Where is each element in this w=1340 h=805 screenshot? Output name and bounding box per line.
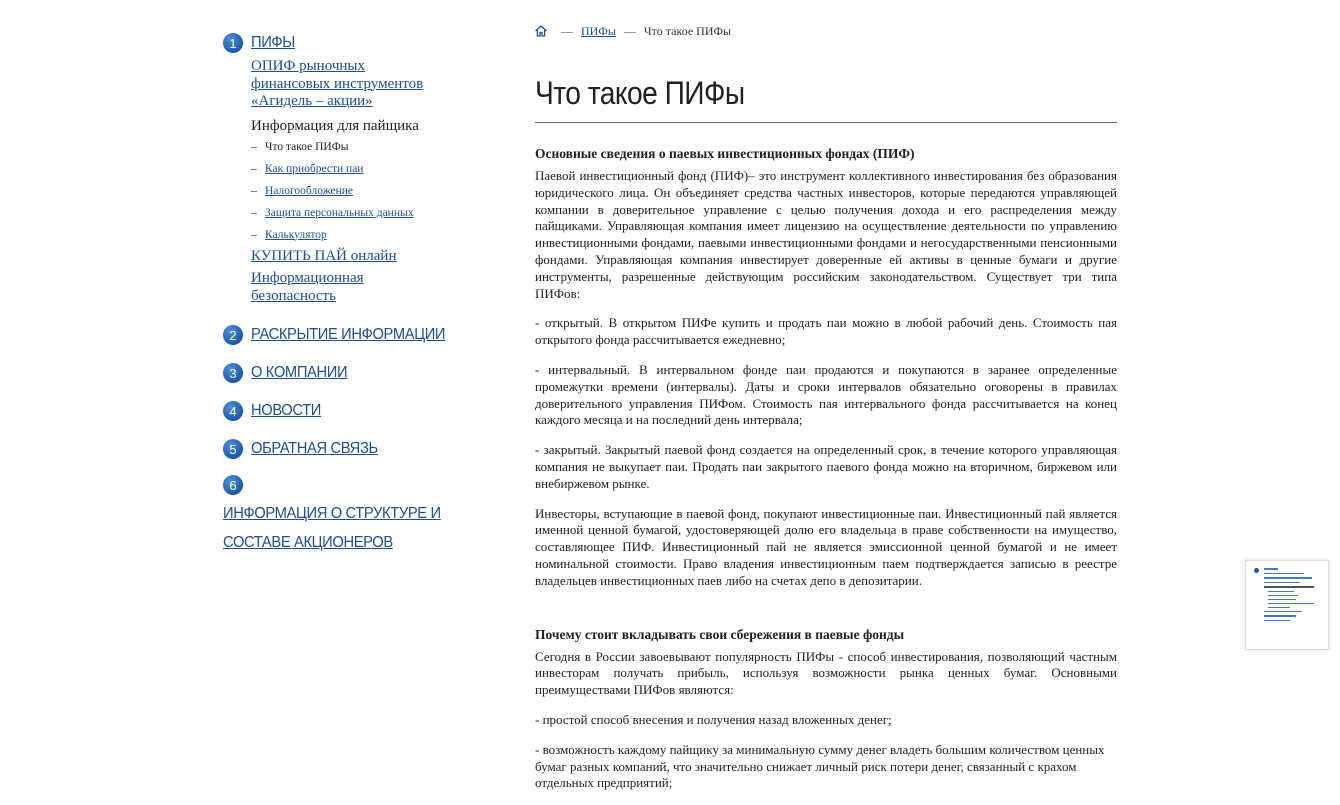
sidebar-link-shareholders[interactable]: ИНФОРМАЦИЯ О СТРУКТУРЕ И — [223, 505, 441, 522]
sidebar-link-shareholders-cont[interactable]: СОСТАВЕ АКЦИОНЕРОВ — [223, 534, 393, 551]
sidebar-section-5 — [223, 438, 463, 460]
sidebar-item-taxation: – Налогообложение — [251, 184, 354, 197]
investor-info-heading: Информация для пайщика — [251, 117, 419, 134]
paragraph-advantage-2: - возможность каждому пайщику за минимальную сумму денег владеть большим количеством ценных бумаг разных компаний, что значительно снижает личный риск потери денег, связанный с крахом отдельных предприятий; — [535, 741, 1105, 791]
sidebar-link-about[interactable]: О КОМПАНИИ — [251, 364, 348, 381]
title-divider — [535, 122, 1117, 123]
breadcrumb-separator: — — [623, 24, 636, 38]
section-heading-why-invest: Почему стоит вкладывать свои сбережения в паевые фонды — [535, 626, 905, 642]
sidebar-item-label-current: Что такое ПИФы — [265, 140, 349, 153]
paragraph-type-closed: - закрытый. Закрытый паевой фонд создается на определенный срок, в течение которого управляющая компания не выкупает паи. Продать паи закрытого паевого фонда можно на вторичном, биржевом или внебиржевом рынке. — [535, 442, 1117, 491]
paragraph-type-interval: - интервальный. В интервальном фонде паи продаются и покупаются в заранее определенные промежутки времени (интервалы). Даты и сроки интервалов обязательно оговорены в правилах доверительного управления ПИФом. Стоимость пая интервального фонда рассчитывается на конец каждого месяца и на последний день интервала; — [535, 361, 1117, 428]
section-number-badge: 2 — [223, 325, 243, 345]
section-number-badge: 6 — [223, 475, 243, 495]
section-number-badge: 5 — [223, 439, 243, 459]
sidebar-item-calculator: – Калькулятор — [251, 228, 327, 241]
sidebar-section-4 — [223, 400, 463, 422]
breadcrumb-link-pify[interactable]: ПИФы — [581, 24, 616, 38]
thumbnail-content — [1254, 568, 1324, 624]
sidebar-link-feedback[interactable]: ОБРАТНАЯ СВЯЗЬ — [251, 440, 378, 457]
paragraph-investors: Инвесторы, вступающие в паевой фонд, покупают инвестиционные паи. Инвестиционный пай является именной ценной бумагой, удостоверяющей долю его владельца в праве собственности на имущество, составляющее ПИФ. Инвестиционный пай не является эмиссионной ценной бумагой и не имеет номинальной стоимости. Право владения инвестиционным паем подтверждается записью в реестре владельцев инвестиционных паев либо на счетах депо в депозитарии. — [535, 505, 1117, 588]
sidebar-nav — [223, 32, 463, 557]
main-content — [535, 24, 1117, 805]
section-heading-basics: Основные сведения о паевых инвестиционных фондах (ПИФ) — [535, 146, 915, 161]
sidebar-link-fund[interactable]: ОПИФ рыночных финансовых инструментов «Агидель – акции» — [251, 58, 424, 109]
sidebar-section-1 — [223, 32, 463, 54]
breadcrumb-separator: — — [561, 24, 573, 38]
section-number-badge: 1 — [223, 33, 243, 53]
section-number-badge: 3 — [223, 363, 243, 383]
breadcrumb — [535, 24, 1117, 38]
home-icon[interactable] — [535, 25, 547, 37]
sidebar-link-how-to-buy[interactable]: Как приобрести паи — [265, 162, 364, 175]
sidebar-section-3 — [223, 362, 463, 384]
sidebar-item-how-to-buy: – Как приобрести паи — [251, 162, 364, 175]
sidebar-link-news[interactable]: НОВОСТИ — [251, 402, 322, 419]
section-number-badge: 4 — [223, 401, 243, 421]
paragraph-advantage-1: - простой способ внесения и получения назад вложенных денег; — [535, 711, 892, 727]
sidebar-subnav-pify — [251, 58, 463, 305]
page-title: Что такое ПИФы — [535, 75, 745, 111]
sidebar-link-info-security[interactable]: Информационная безопасность — [251, 270, 364, 304]
thumbnail-badge — [1254, 568, 1259, 573]
paragraph-definition: Паевой инвестиционный фонд (ПИФ)– это инструмент коллективного инвестирования без образования юридического лица. Он объединяет средства частных инвесторов, которые передаются управляющей компании в доверительное управление с целью получения дохода и его распределения между пайщиками. Управляющая компания имеет лицензию на осуществление деятельности по управлению инвестиционными фондами, паевыми инвестиционными фондами и негосударственными пенсионными фондами. Управляющая компания инвестирует доверенные ей активы в ценные бумаги и другие инструменты, разрешенные действующим российским законодательством. Существует три типа ПИФов: — [535, 168, 1117, 301]
sidebar-link-buy-online[interactable]: КУПИТЬ ПАЙ онлайн — [251, 247, 397, 264]
sidebar-link-taxation[interactable]: Налогообложение — [265, 184, 354, 197]
sidebar-item-what-is-pif: – Что такое ПИФы — [251, 140, 349, 153]
sidebar-item-personal-data: – Защита персональных данных — [251, 206, 414, 219]
sidebar-section-2 — [223, 324, 463, 346]
paragraph-why-invest: Сегодня в России завоевывают популярность ПИФы - способ инвестирования, позволяющий частным инвесторам получать прибыль, используя возможности рынка ценных бумаг. Основными преимуществами ПИФов являются: — [535, 648, 1117, 698]
page-thumbnail-preview[interactable] — [1245, 560, 1329, 650]
breadcrumb-current: Что такое ПИФы — [643, 24, 732, 38]
sidebar-section-6 — [223, 470, 463, 557]
paragraph-type-open: - открытый. В открытом ПИФе купить и продать паи можно в любой рабочий день. Стоимость пая открытого фонда рассчитывается ежедневно; — [535, 315, 1117, 348]
sidebar-link-disclosure[interactable]: РАСКРЫТИЕ ИНФОРМАЦИИ — [251, 326, 446, 343]
sidebar-link-personal-data[interactable]: Защита персональных данных — [265, 206, 414, 219]
sidebar-link-calculator[interactable]: Калькулятор — [265, 228, 327, 241]
investor-info-list — [251, 140, 463, 242]
sidebar-link-pify[interactable]: ПИФЫ — [251, 34, 295, 51]
